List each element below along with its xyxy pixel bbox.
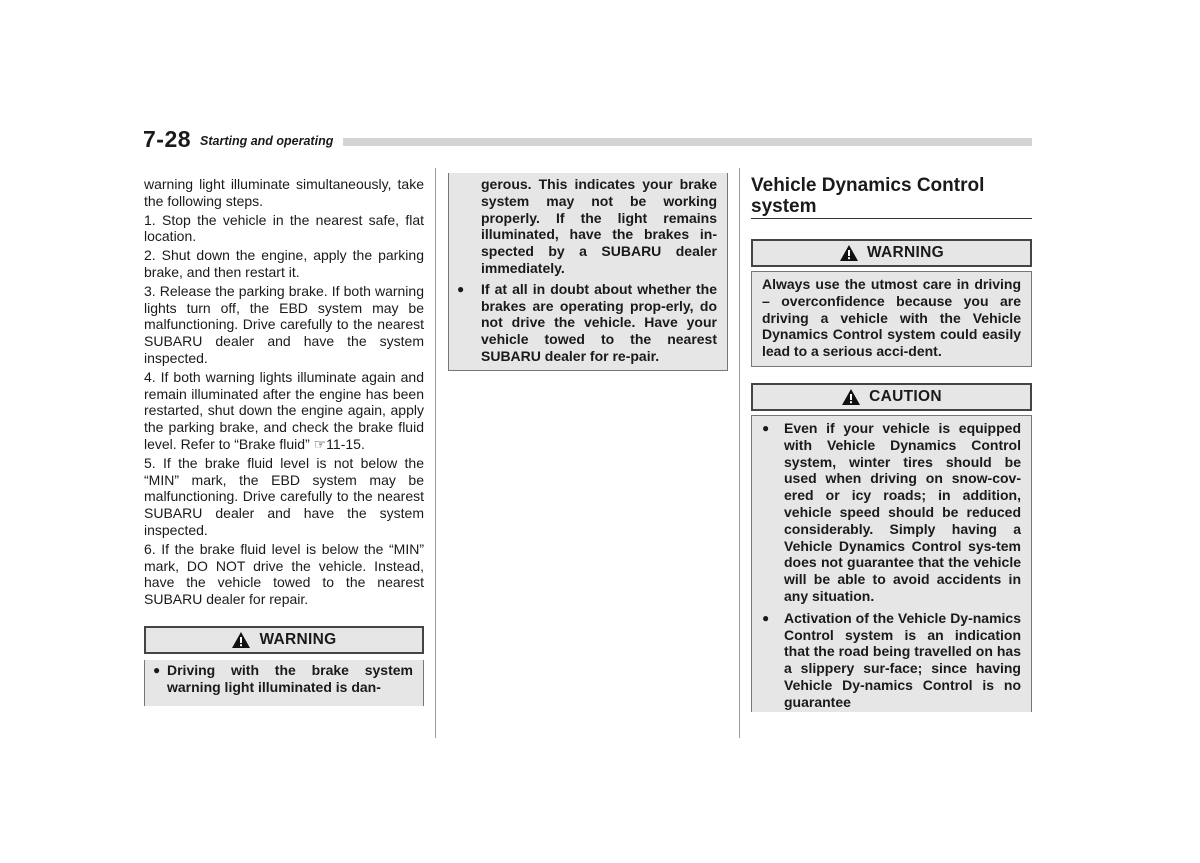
- caution-text: Activation of the Vehicle Dy-namics Control system is an indication that the road being travelled on has a slippery sur-face; since having Vehicle Dy-namics Control is no guarantee: [784, 609, 1021, 710]
- warning-body: [144, 660, 424, 706]
- list-item: [449, 281, 717, 365]
- bullet-dot: ●: [762, 610, 770, 625]
- section-title: Starting and operating: [200, 134, 334, 148]
- step-3: 3. Release the parking brake. If both warning lights turn off, the EBD system may be malfunctioning. Drive carefully to the nearest SUBARU dealer and have the system inspected.: [144, 282, 424, 366]
- caution-header: [751, 383, 1032, 411]
- warning-header: [751, 239, 1032, 267]
- step-2: 2. Shut down the engine, apply the parking brake, and then restart it.: [144, 247, 424, 280]
- section-heading: Vehicle Dynamics Control system: [751, 175, 985, 217]
- list-item: [145, 662, 413, 696]
- warning-box: [144, 626, 424, 706]
- warning-body: [751, 271, 1032, 367]
- header-rule: [343, 138, 1032, 146]
- warning-continued-text: gerous. This indicates your brake system may not be working properly. If the light remains illuminated, have the brakes in-spected by a SUBARU dealer immediately.: [481, 176, 717, 276]
- column-2: [448, 173, 728, 371]
- list-item: [752, 420, 1021, 605]
- warning-label: WARNING: [866, 244, 944, 261]
- warning-label: WARNING: [259, 630, 337, 648]
- list-item-continued: [449, 176, 717, 277]
- warning-text: If at all in doubt about whether the brakes are operating prop-erly, do not drive the vehicle. Have your vehicle towed to the nearest SUBARU dealer for re-pair.: [481, 280, 717, 364]
- warning-triangle-icon: [841, 388, 861, 406]
- bullet-dot: ●: [457, 281, 465, 296]
- column-3: [751, 175, 1032, 712]
- heading-rule: [751, 218, 1032, 219]
- page-header: [143, 126, 1032, 152]
- caution-body: [751, 415, 1032, 712]
- page-number: 7-28: [143, 126, 192, 152]
- caution-box: [751, 383, 1032, 712]
- warning-box: [751, 239, 1032, 367]
- step-6: 6. If the brake fluid level is below the “MIN” mark, DO NOT drive the vehicle. Instead, have the vehicle towed to the nearest SUBARU dealer for repair.: [144, 540, 424, 608]
- column-divider-right: [739, 168, 740, 738]
- bullet-dot: ●: [762, 420, 770, 435]
- column-divider-left: [435, 168, 436, 738]
- step-5: 5. If the brake fluid level is not below the “MIN” mark, the EBD system may be malfunctioning. Drive carefully to the nearest SUBARU dealer and have the system inspected.: [144, 454, 424, 538]
- warning-triangle-icon: [231, 631, 251, 649]
- paragraph: warning light illuminate simultaneously, take the following steps.: [144, 176, 424, 209]
- step-4: 4. If both warning lights illuminate again and remain illuminated after the engine has been restarted, shut down the engine again, apply the parking brake, and check the brake fluid level. Refer to “Brake fluid” ☞11-15.: [144, 368, 424, 452]
- list-item: [752, 610, 1021, 711]
- warning-header: [144, 626, 424, 654]
- warning-triangle-icon: [839, 244, 859, 262]
- warning-text: Driving with the brake system warning light illuminated is dan-: [167, 661, 413, 695]
- caution-text: Even if your vehicle is equipped with Vehicle Dynamics Control system, winter tires should be used when driving on snow-cov-ered or icy roads; in addition, vehicle speed should be reduced considerably. Simply having a Vehicle Dynamics Control sys-tem does not guarantee that the vehicle will be able to avoid accidents in any situation.: [784, 419, 1021, 604]
- column-1: [144, 176, 424, 706]
- warning-continued-box: [448, 173, 728, 371]
- bullet-dot: ●: [153, 662, 161, 677]
- step-1: 1. Stop the vehicle in the nearest safe, flat location.: [144, 211, 424, 245]
- caution-label: CAUTION: [869, 387, 942, 405]
- warning-text: Always use the utmost care in driving – overconfidence because you are driving a vehicle with the Vehicle Dynamics Control system could easily lead to a serious acci-dent.: [762, 276, 1021, 360]
